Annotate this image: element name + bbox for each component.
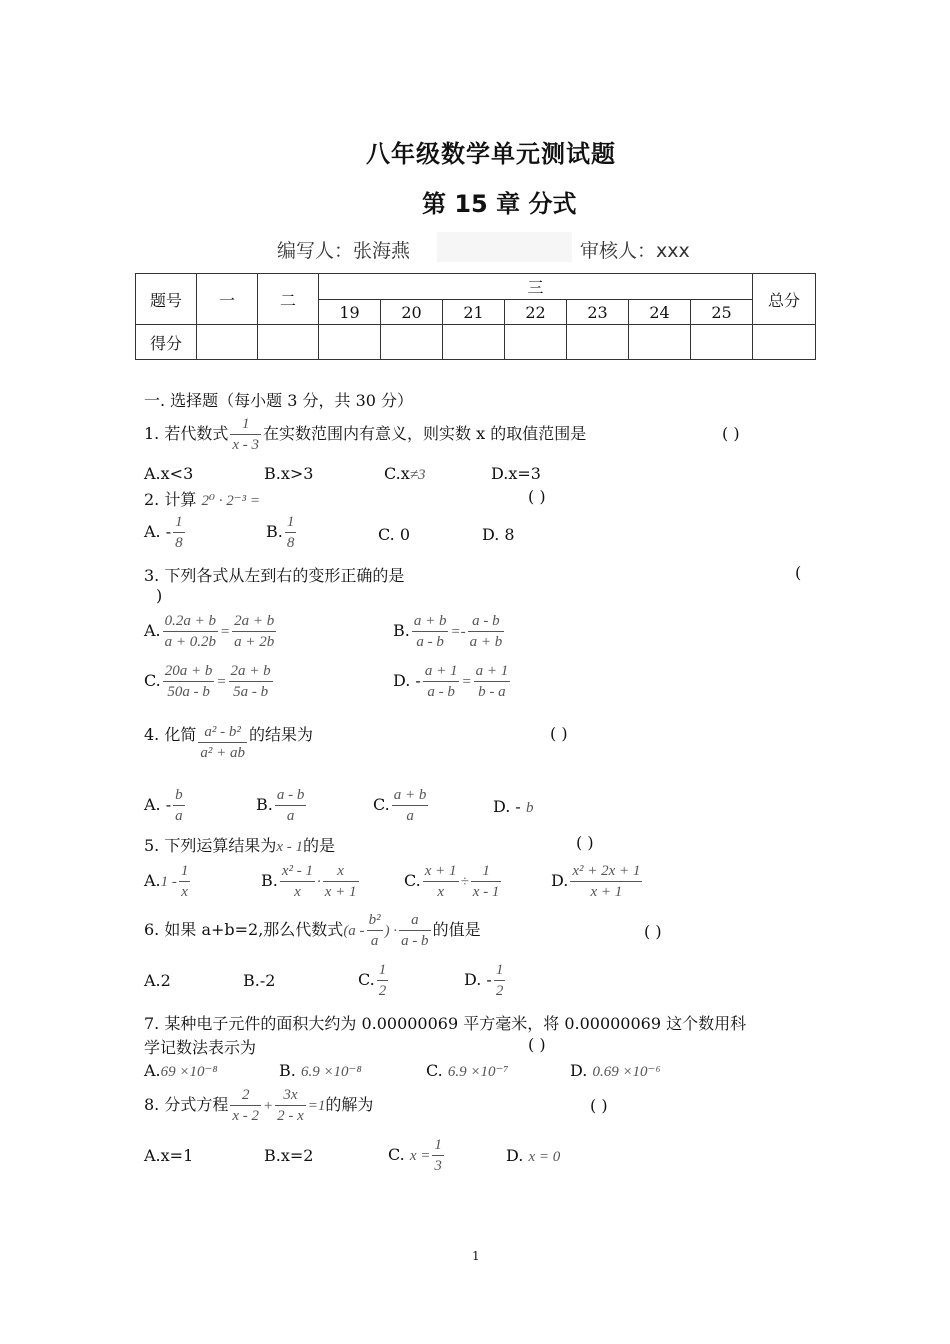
q1-option-a: A.x<3: [144, 464, 194, 483]
q5-option-c: C. $\frac{x + 1}{x}$ ÷ $\frac{1}{x - 1}$: [404, 863, 500, 900]
q3-paren-close: ): [156, 586, 163, 605]
q1-option-d: D.x=3: [491, 464, 541, 483]
q3-paren-open: (: [795, 563, 802, 582]
q5-option-d: D. $\frac{\text{x² + 2x + 1}}{x + 1}$: [551, 863, 641, 900]
q1-fraction: $\frac{1}{x - 3}$: [232, 416, 260, 453]
q2-option-d: D. 8: [482, 525, 515, 544]
question-8: 8. 分式方程 $\frac{2}{x - 2}$ + $\frac{3x}{2 - x}$ =1的解为: [144, 1087, 374, 1124]
score-cell: [567, 325, 629, 360]
score-table-score-label: 得分: [136, 325, 197, 360]
q6-option-d: D. - $\frac{1}{2}$: [464, 962, 504, 999]
score-cell: [258, 325, 319, 360]
score-table: [135, 273, 816, 360]
q2-prefix: 2. 计算: [144, 490, 197, 509]
score-cell: [319, 325, 381, 360]
question-7-line1: 7. 某种电子元件的面积大约为 0.00000069 平方毫米，将 0.00000069 这个数用科: [144, 1014, 747, 1033]
score-cell: [197, 325, 258, 360]
question-3: 3. 下列各式从左到右的变形正确的是: [144, 566, 405, 585]
q3-option-a: A. $\frac{0.2a + b}{a + 0.2b}$ = $\frac{2a + b}{a + 2b}$: [144, 613, 275, 650]
section-heading: 一. 选择题（每小题 3 分，共 30 分）: [144, 391, 414, 410]
q2-option-c: C. 0: [378, 525, 411, 544]
author-line: 编写人：张海燕: [277, 240, 411, 262]
score-cell: [629, 325, 691, 360]
question-2: [144, 487, 260, 510]
score-cell: [505, 325, 567, 360]
q1-option-c: C.x≠3: [384, 464, 426, 483]
score-cell: [691, 325, 753, 360]
reviewer-line: 审核人：xxx: [580, 240, 690, 262]
q8-option-c: C. x = $\frac{1}{3}$: [388, 1137, 442, 1174]
q6-option-c: C. $\frac{1}{2}$: [358, 962, 387, 999]
q4-option-c: C. $\frac{a + b}{a}$: [373, 787, 427, 824]
q7-answer-paren: ( ): [528, 1035, 546, 1054]
q8-answer-paren: ( ): [590, 1096, 608, 1115]
score-table-qnum: 22: [505, 300, 567, 325]
q8-option-b: B.x=2: [264, 1146, 314, 1165]
score-table-qnum: 25: [691, 300, 753, 325]
q2-option-b: B. $\frac{1}{8}$: [266, 514, 295, 551]
q5-answer-paren: ( ): [576, 833, 594, 852]
q7-option-d: D. 0.69 ×10⁻⁶: [570, 1061, 661, 1080]
q6-option-a: A.2: [144, 971, 171, 990]
q4-answer-paren: ( ): [550, 724, 568, 743]
score-table-sec1: 一: [197, 274, 258, 325]
q3-option-c: C. $\frac{20a + b}{50a - b}$ = $\frac{2a + b}{5a - b}$: [144, 663, 271, 700]
score-table-sec2: 二: [258, 274, 319, 325]
q7-option-c: C. 6.9 ×10⁻⁷: [426, 1061, 509, 1080]
score-cell: [753, 325, 816, 360]
question-1: [144, 414, 586, 455]
q7-option-b: B. 6.9 ×10⁻⁸: [279, 1061, 362, 1080]
q1-suffix: 在实数范围内有意义，则实数 x 的取值范围是: [263, 424, 587, 443]
q1-prefix: 1. 若代数式: [144, 424, 229, 443]
q1-option-b: B.x>3: [264, 464, 314, 483]
q4-option-b: B. $\frac{a - b}{a}$: [256, 787, 305, 824]
q6-answer-paren: ( ): [644, 922, 662, 941]
q4-option-d: D. - b: [493, 797, 534, 816]
q3-option-d: D. - $\frac{a + 1}{a - b}$ = $\frac{a + 1}{b - a}$: [393, 663, 509, 700]
score-table-qnum: 20: [381, 300, 443, 325]
question-5: 5. 下列运算结果为x - 1的是: [144, 836, 336, 855]
q4-option-a: A. - $\frac{b}{a}$: [144, 787, 183, 824]
q8-option-d: D. x = 0: [506, 1146, 561, 1165]
q3-option-b: B. $\frac{a + b}{a - b}$ =- $\frac{a - b}{a + b}$: [393, 613, 503, 650]
score-cell: [443, 325, 505, 360]
q5-option-a: A.1 - $\frac{1}{x}$: [144, 863, 189, 900]
q2-answer-paren: ( ): [528, 487, 546, 506]
chapter-subtitle: 第 15 章 分式: [422, 190, 577, 218]
question-4: 4. 化简 $\frac{\text{a² - b²}}{\text{a² + ab}}$ 的结果为: [144, 724, 313, 761]
question-7-line2: 学记数法表示为: [144, 1038, 257, 1057]
question-6: 6. 如果 a+b=2,那么代数式(a - $\frac{\text{b²}}{a}$ ) · $\frac{a}{a - b}$ 的值是: [144, 912, 481, 949]
score-table-qnum: 19: [319, 300, 381, 325]
page-title: 八年级数学单元测试题: [366, 140, 616, 168]
score-table-qnum: 21: [443, 300, 505, 325]
score-table-sec3: 三: [319, 274, 753, 300]
q6-option-b: B.-2: [243, 971, 276, 990]
q2-expression: 2⁰ · 2⁻³ =: [201, 493, 261, 509]
score-table-header-no: 题号: [136, 274, 197, 325]
q2-option-a: A. - $\frac{1}{8}$: [144, 514, 183, 551]
score-cell: [381, 325, 443, 360]
score-table-qnum: 23: [567, 300, 629, 325]
page-number: 1: [472, 1249, 480, 1263]
q5-option-b: B. $\frac{\text{x² - 1}}{x}$ · $\frac{x}{x + 1}$: [261, 863, 357, 900]
score-table-qnum: 24: [629, 300, 691, 325]
score-table-total: 总分: [753, 274, 816, 325]
q8-option-a: A.x=1: [144, 1146, 194, 1165]
blank-area: [437, 232, 572, 262]
q1-answer-paren: ( ): [722, 424, 740, 443]
q7-option-a: A.69 ×10⁻⁸: [144, 1061, 218, 1080]
